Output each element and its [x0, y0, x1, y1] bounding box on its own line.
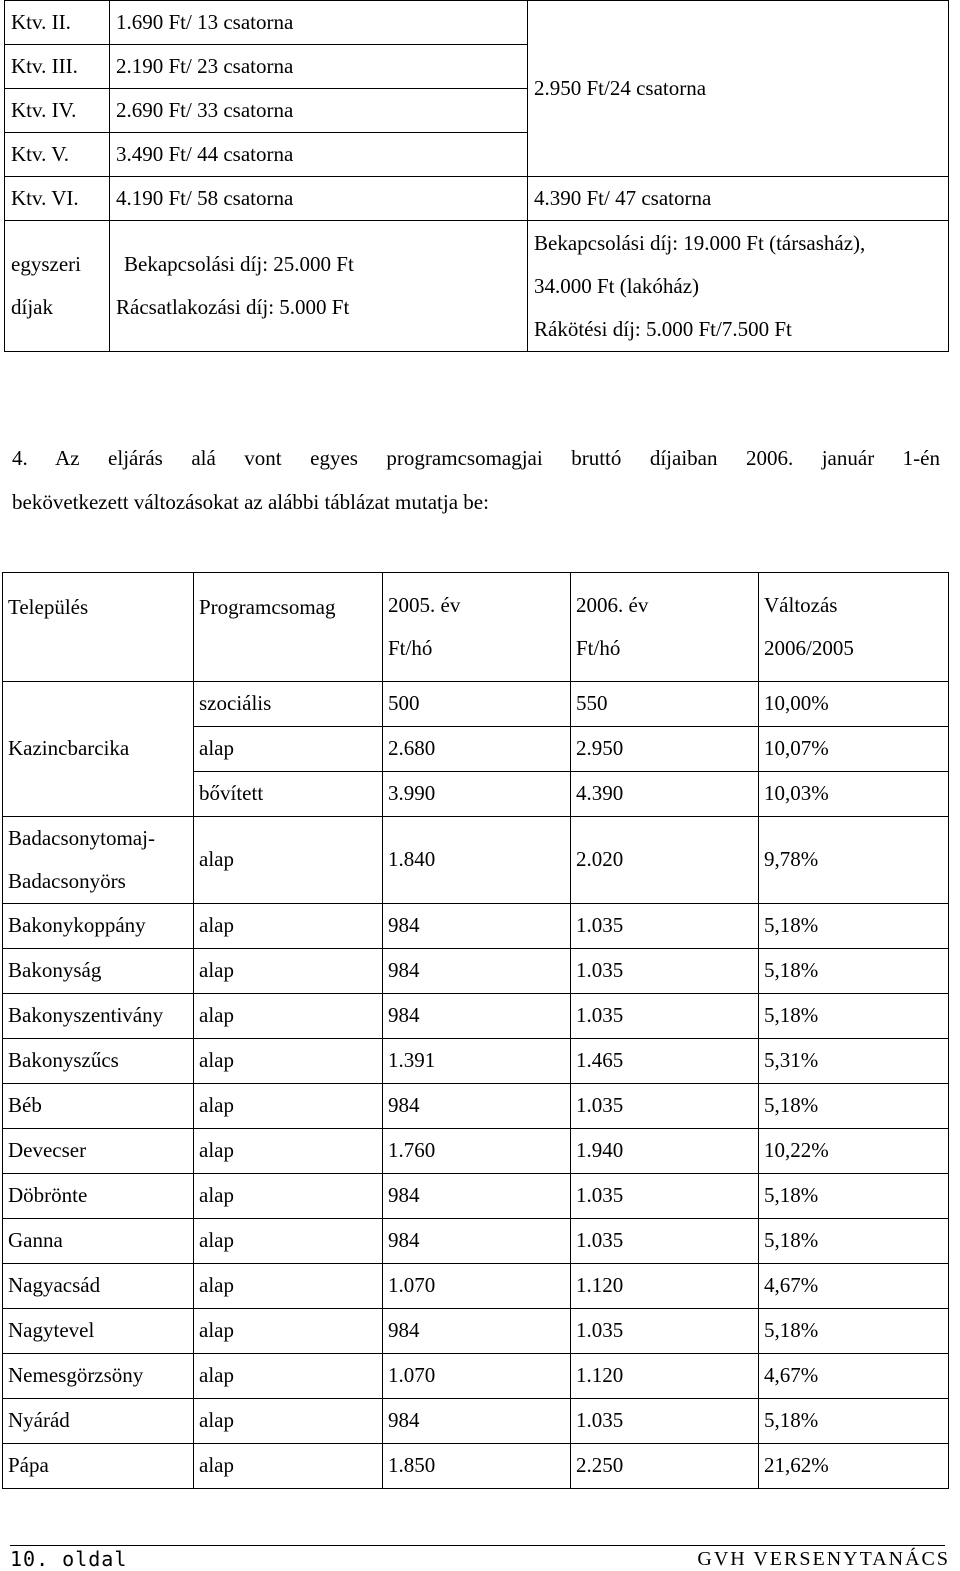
settlement-name: Kazincbarcika — [3, 682, 194, 817]
one-time-fees-left: Bekapcsolási díj: 25.000 Ft Rácsatlakozási díj: 5.000 Ft — [110, 221, 528, 352]
price-2006: 550 — [571, 682, 759, 727]
price-change: 10,00% — [759, 682, 949, 727]
price-2006: 1.035 — [571, 994, 759, 1039]
header-2006: 2006. év Ft/hó — [571, 573, 759, 682]
price-change: 10,03% — [759, 772, 949, 817]
fees-table — [4, 0, 949, 352]
table-row — [3, 1354, 949, 1399]
merged-price-cell — [528, 1, 949, 177]
package-name: alap — [194, 1399, 383, 1444]
header-2005: 2005. év Ft/hó — [383, 573, 571, 682]
price-2006: 1.035 — [571, 1084, 759, 1129]
price-2006: 1.940 — [571, 1129, 759, 1174]
settlement-name: Bakonykoppány — [3, 904, 194, 949]
settlement-name: Döbrönte — [3, 1174, 194, 1219]
price-change: 10,07% — [759, 727, 949, 772]
package-name: alap — [194, 1039, 383, 1084]
price-change: 5,31% — [759, 1039, 949, 1084]
settlement-name: Béb — [3, 1084, 194, 1129]
table-row — [3, 1039, 949, 1084]
table-row — [3, 1219, 949, 1264]
price-2005: 1.840 — [383, 817, 571, 904]
header-package: Programcsomag — [194, 573, 383, 682]
price-2005: 1.391 — [383, 1039, 571, 1084]
settlement-name: Badacsonytomaj- Badacsonyörs — [3, 817, 194, 904]
package-name: alap — [194, 1444, 383, 1489]
package-price: 2.690 Ft/ 33 csatorna — [110, 89, 528, 133]
package-name: alap — [194, 994, 383, 1039]
settlement-name: Pápa — [3, 1444, 194, 1489]
table-row — [5, 1, 949, 45]
price-change: 21,62% — [759, 1444, 949, 1489]
package-name: alap — [194, 904, 383, 949]
table-row — [3, 817, 949, 904]
footer-divider — [10, 1545, 945, 1546]
price-2005: 3.990 — [383, 772, 571, 817]
price-change: 4,67% — [759, 1354, 949, 1399]
settlement-name: Bakonyszűcs — [3, 1039, 194, 1084]
price-change: 5,18% — [759, 904, 949, 949]
package-name: bővített — [194, 772, 383, 817]
one-time-fees-right: Bekapcsolási díj: 19.000 Ft (társasház), 34.000 Ft (lakóház) Rákötési díj: 5.000 Ft/7.500 Ft — [528, 221, 949, 352]
price-change: 5,18% — [759, 949, 949, 994]
price-change: 5,18% — [759, 1309, 949, 1354]
package-name: alap — [194, 727, 383, 772]
package-price: 3.490 Ft/ 44 csatorna — [110, 133, 528, 177]
table-row — [3, 1399, 949, 1444]
price-2005: 984 — [383, 949, 571, 994]
price-2005: 1.070 — [383, 1354, 571, 1399]
package-label: Ktv. IV. — [5, 89, 110, 133]
package-name: alap — [194, 1084, 383, 1129]
price-2006: 1.035 — [571, 1309, 759, 1354]
price-2006: 2.950 — [571, 727, 759, 772]
table-row — [5, 177, 949, 221]
table-row — [3, 682, 949, 727]
price-2006: 1.465 — [571, 1039, 759, 1084]
table-row — [3, 1084, 949, 1129]
package-label: Ktv. VI. — [5, 177, 110, 221]
table-header-row — [3, 573, 949, 682]
settlement-name: Nyárád — [3, 1399, 194, 1444]
merged-price: 2.950 Ft/24 csatorna — [534, 75, 707, 100]
footer-organization: GVH VERSENYTANÁCS — [697, 1548, 950, 1570]
package-label: Ktv. III. — [5, 45, 110, 89]
settlement-name: Ganna — [3, 1219, 194, 1264]
price-2005: 1.760 — [383, 1129, 571, 1174]
package-price: 1.690 Ft/ 13 csatorna — [110, 1, 528, 45]
price-2005: 984 — [383, 904, 571, 949]
table-row — [5, 221, 949, 352]
price-2005: 1.070 — [383, 1264, 571, 1309]
package-price-right: 4.390 Ft/ 47 csatorna — [528, 177, 949, 221]
price-2005: 984 — [383, 1399, 571, 1444]
settlement-name: Devecser — [3, 1129, 194, 1174]
table-row — [3, 1264, 949, 1309]
table-row — [3, 1309, 949, 1354]
price-2006: 1.035 — [571, 1399, 759, 1444]
table-row — [3, 1444, 949, 1489]
price-change: 5,18% — [759, 1219, 949, 1264]
one-time-label: egyszeri díjak — [5, 221, 110, 352]
price-2006: 1.035 — [571, 904, 759, 949]
package-name: alap — [194, 1174, 383, 1219]
page-number: 10. oldal — [10, 1547, 128, 1571]
price-change: 5,18% — [759, 1399, 949, 1444]
price-2006: 4.390 — [571, 772, 759, 817]
price-2006: 1.035 — [571, 1219, 759, 1264]
price-change: 10,22% — [759, 1129, 949, 1174]
price-2006: 1.120 — [571, 1354, 759, 1399]
price-change: 5,18% — [759, 994, 949, 1039]
package-price: 4.190 Ft/ 58 csatorna — [110, 177, 528, 221]
price-change: 5,18% — [759, 1084, 949, 1129]
package-price: 2.190 Ft/ 23 csatorna — [110, 45, 528, 89]
package-name: alap — [194, 1354, 383, 1399]
price-2005: 984 — [383, 1084, 571, 1129]
package-label: Ktv. II. — [5, 1, 110, 45]
price-2006: 1.035 — [571, 1174, 759, 1219]
price-2005: 1.850 — [383, 1444, 571, 1489]
price-2006: 2.020 — [571, 817, 759, 904]
settlement-name: Nemesgörzsöny — [3, 1354, 194, 1399]
package-name: alap — [194, 1219, 383, 1264]
settlement-rows — [3, 904, 949, 1489]
intro-paragraph — [12, 436, 940, 524]
price-2006: 2.250 — [571, 1444, 759, 1489]
package-name: alap — [194, 817, 383, 904]
header-settlement: Település — [3, 573, 194, 682]
package-name: alap — [194, 1264, 383, 1309]
price-2005: 2.680 — [383, 727, 571, 772]
table-row — [3, 949, 949, 994]
header-change: Változás 2006/2005 — [759, 573, 949, 682]
package-name: alap — [194, 1129, 383, 1174]
price-2006: 1.035 — [571, 949, 759, 994]
package-name: szociális — [194, 682, 383, 727]
settlement-name: Nagytevel — [3, 1309, 194, 1354]
price-2005: 984 — [383, 994, 571, 1039]
table-row — [3, 994, 949, 1039]
price-change: 9,78% — [759, 817, 949, 904]
price-2005: 984 — [383, 1174, 571, 1219]
paragraph-line: 4. Az eljárás alá vont egyes programcsomagjai bruttó díjaiban 2006. január 1-én — [12, 446, 940, 470]
table-row — [3, 1129, 949, 1174]
price-2005: 984 — [383, 1219, 571, 1264]
price-2006: 1.120 — [571, 1264, 759, 1309]
package-name: alap — [194, 1309, 383, 1354]
price-2005: 984 — [383, 1309, 571, 1354]
price-change: 4,67% — [759, 1264, 949, 1309]
settlement-name: Bakonyszentivány — [3, 994, 194, 1039]
price-change: 5,18% — [759, 1174, 949, 1219]
price-change-table — [2, 572, 949, 1489]
package-name: alap — [194, 949, 383, 994]
price-2005: 500 — [383, 682, 571, 727]
table-row — [3, 904, 949, 949]
paragraph-line: bekövetkezett változásokat az alábbi táblázat mutatja be: — [12, 490, 489, 514]
settlement-name: Nagyacsád — [3, 1264, 194, 1309]
table-row — [3, 1174, 949, 1219]
package-label: Ktv. V. — [5, 133, 110, 177]
settlement-name: Bakonyság — [3, 949, 194, 994]
